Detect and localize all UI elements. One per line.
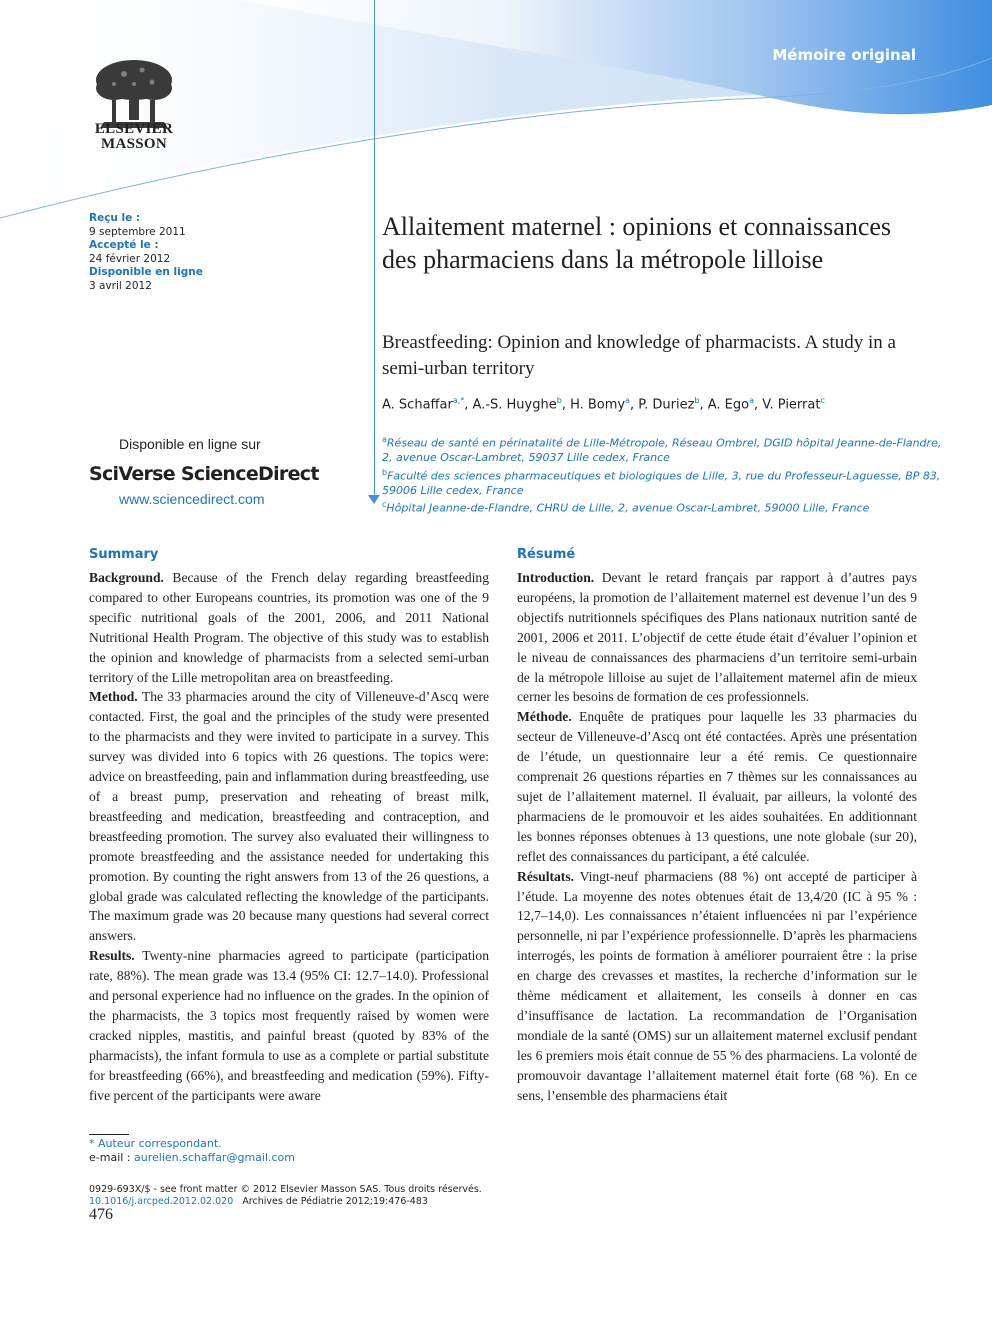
paragraph-text: Devant le retard français par rapport à d’autres pays européens, la promotion de l’allaitement maternel est devenue l’un des 9 objectifs nutritionnels spécifiques des Plans nationaux nutrition santé de 2001, 2006 et 2011. L’objectif de cette étude était d’évaluer l’opinion et le niveau de connaissances des pharmaciens d’un territoire semi-urbain de la métropole lilloise au sujet de l’allaitement maternel afin de mieux cerner les besoins de formation de ces professionnels. bbox=[517, 570, 918, 705]
author-name[interactable]: P. Duriez bbox=[638, 397, 695, 413]
sciencedirect-link[interactable]: www.sciencedirect.com bbox=[119, 491, 265, 507]
doi-line bbox=[89, 1196, 589, 1208]
affiliation-item bbox=[382, 433, 942, 466]
author-name[interactable]: A. Schaffar bbox=[382, 397, 453, 413]
paragraph-text: Vingt-neuf pharmaciens (88 %) ont accepté de participer à l’étude. La moyenne des notes obtenues était de 13,4/20 (IC à 95 % : 12,7–14,0). Les connaissances n’étaient influencées ni par l’expérience personnelle, ni par l’expérience professionnelle. D’après les pharmaciens interrogés, les points de formation à améliorer pourraient être : la prise en charge des crevasses et mastites, la recherche d’information sur le thème médicament et allaitement, les conseils à donner en cas d’insuffisance de lactation. La recommandation de l’Organisation mondiale de la santé (OMS) sur un allaitement maternel exclusif pendant les 6 premiers mois était connue de 55 % des pharmaciens. La volonté de promouvoir davantage l’allaitement maternel était forte (68 %). En ce sens, l’ensemble des pharmaciens était bbox=[517, 868, 917, 1103]
affiliation-marker: a bbox=[382, 435, 387, 444]
paragraph-text: Enquête de pratiques pour laquelle les 33 pharmacies du secteur de Villeneuve-d’Ascq ont été contactées. Après une présentation de l’étude, un questionnaire leur a été remis. Ce questionnaire comprenait 26 questions réparties en 7 thèmes sur les connaissances au sujet de l’allaitement maternel. Il évaluait, par ailleurs, la volonté des pharmaciens de le promouvoir et les aides souhaitées. En additionnant les bonnes réponses obtenues à 13 questions, une note globale (sur 20), reflet des connaissances du participant, a été calculée. bbox=[517, 709, 917, 864]
paragraph-label: Results. bbox=[89, 948, 135, 964]
journal-citation: Archives de Pédiatrie 2012;19:476-483 bbox=[242, 1195, 428, 1207]
publisher-line-2: MASSON bbox=[101, 136, 167, 152]
author-affil-ref[interactable]: a bbox=[749, 396, 755, 405]
author-affil-ref[interactable]: b bbox=[694, 396, 700, 405]
publisher-line-1: ELSEVIER bbox=[94, 121, 174, 137]
paragraph-text: The 33 pharmacies around the city of Villeneuve-d’Ascq were contacted. First, the goal and the principles of the study were presented to the pharmacists and they were invited to participate in a survey. This survey was divided into 6 topics with 26 questions. The topics were: advice on breastfeeding, pain and inflammation during breastfeeding, use of a breast pump, preservation and reheating of breast milk, breastfeeding and medication, breastfeeding and contraception, and breastfeeding promotion. The survey also evaluated their willingness to promote breastfeeding and the assistance needed for undertaking this promotion. By counting the right answers from 13 of the 26 questions, a global grade was calculated reflecting the knowledge of the participants. The maximum grade was 20 because many questions had several correct answers. bbox=[89, 689, 490, 944]
author-affil-ref[interactable]: c bbox=[820, 396, 825, 405]
paragraph-text: Twenty-nine pharmacies agreed to participate (participation rate, 88%). The mean grade was 13.4 (95% CI: 12.7–14.0). Professional and personal experience had no influence on the grades. In the opinion of the pharmacists, the 3 topics most frequently raised by women were cracked nipples, mastitis, and painful breast (quoted by 83% of the pharmacists), the infant formula to use as a complete or partial substitute for breastfeeding (66%), and breastfeeding and medication (59%). Fifty-five percent of the participants were aware bbox=[89, 948, 489, 1103]
author-separator: , bbox=[754, 397, 763, 413]
paragraph-label: Méthode. bbox=[517, 709, 572, 725]
author-affil-ref[interactable]: a,* bbox=[452, 396, 465, 405]
paragraph-label: Background. bbox=[89, 570, 164, 585]
affiliation-list bbox=[382, 433, 942, 516]
article-subtitle: Breastfeeding: Opinion and knowledge of pharmacists. A study in a semi-urban territory bbox=[382, 332, 896, 379]
paragraph-label: Introduction. bbox=[517, 570, 595, 585]
accepted-label: Accepté le : bbox=[89, 239, 159, 251]
affiliation-text: Faculté des sciences pharmaceutiques et biologiques de Lille, 3, rue du Professeur-Laguesse, BP 83, 59006 Lille cedex, France bbox=[382, 469, 941, 497]
email-label: e-mail : bbox=[89, 1151, 135, 1164]
author-affil-ref[interactable]: b bbox=[556, 396, 562, 405]
footnote-rule bbox=[89, 1134, 129, 1135]
availability-label: Disponible en ligne sur bbox=[119, 436, 261, 452]
footnote bbox=[89, 1137, 489, 1165]
summary-body bbox=[89, 568, 489, 1105]
doi-link[interactable]: 10.1016/j.arcped.2012.02.020 bbox=[89, 1195, 234, 1207]
paragraph-text: Because of the French delay regarding breastfeeding compared to other Europeans countries, its promotion was one of the 9 specific nutritional goals of the 2001, 2006, and 2011 National Nutritional Health Program. The objective of this study was to establish the opinion and knowledge of pharmacists from a selected semi-urban territory of the Lille metropolitan area on breastfeeding. bbox=[89, 570, 489, 685]
affiliation-text: Réseau de santé en périnatalité de Lille-Métropole, Réseau Ombrel, DGID hôpital Jeanne-de-Flandre, 2, avenue Oscar-Lambret, 59037 Lille cedex, France bbox=[382, 436, 942, 465]
author-list bbox=[382, 396, 942, 412]
paragraph-label: Method. bbox=[89, 689, 138, 705]
affiliation-item bbox=[382, 466, 942, 499]
author-separator: , bbox=[464, 397, 473, 413]
resume-heading: Résumé bbox=[517, 547, 576, 562]
article-dates bbox=[89, 212, 259, 293]
summary-paragraph bbox=[89, 687, 489, 946]
summary-heading: Summary bbox=[89, 547, 159, 562]
resume-paragraph bbox=[517, 867, 917, 1106]
email-link[interactable]: aurelien.schaffar@gmail.com bbox=[134, 1151, 295, 1164]
summary-paragraph bbox=[89, 568, 489, 687]
paragraph-label: Résultats. bbox=[517, 868, 575, 884]
resume-paragraph bbox=[517, 707, 917, 866]
sciencedirect-logo[interactable]: SciVerse ScienceDirect bbox=[89, 463, 319, 485]
resume-body bbox=[517, 568, 917, 1105]
author-separator: , bbox=[561, 397, 571, 413]
corresponding-author-label: * Auteur correspondant. bbox=[89, 1137, 222, 1150]
article-type-label: Mémoire original bbox=[772, 46, 916, 64]
vertical-divider bbox=[374, 0, 375, 500]
email-line bbox=[89, 1151, 489, 1165]
received-label: Reçu le : bbox=[89, 212, 141, 224]
online-label: Disponible en ligne bbox=[89, 266, 203, 278]
copyright-line: 0929-693X/$ - see front matter © 2012 Elsevier Masson SAS. Tous droits réservés. bbox=[89, 1184, 482, 1195]
author-affil-ref[interactable]: a bbox=[625, 396, 631, 405]
affiliation-marker: c bbox=[382, 500, 387, 510]
article-title: Allaitement maternel : opinions et connaissances des pharmaciens dans la métropole lilloise bbox=[382, 212, 892, 274]
author-separator: , bbox=[699, 397, 708, 413]
author-name[interactable]: A. Ego bbox=[707, 397, 750, 413]
divider-arrow-icon bbox=[368, 495, 380, 504]
article-meta bbox=[89, 1184, 589, 1207]
summary-paragraph bbox=[89, 946, 489, 1105]
affiliation-marker: b bbox=[382, 467, 388, 477]
received-date: 9 septembre 2011 bbox=[89, 225, 186, 238]
resume-paragraph bbox=[517, 568, 917, 707]
author-name[interactable]: H. Bomy bbox=[570, 397, 626, 413]
author-name[interactable]: V. Pierrat bbox=[762, 397, 821, 413]
affiliation-item bbox=[382, 498, 942, 516]
publisher-name bbox=[72, 122, 196, 152]
accepted-date: 24 février 2012 bbox=[89, 252, 171, 265]
online-date: 3 avril 2012 bbox=[89, 279, 152, 292]
page-number: 476 bbox=[89, 1206, 113, 1223]
author-name[interactable]: A.-S. Huyghe bbox=[472, 397, 557, 413]
affiliation-text: Hôpital Jeanne-de-Flandre, CHRU de Lille, 2, avenue Oscar-Lambret, 59000 Lille, France bbox=[386, 501, 870, 515]
author-separator: , bbox=[630, 397, 639, 413]
